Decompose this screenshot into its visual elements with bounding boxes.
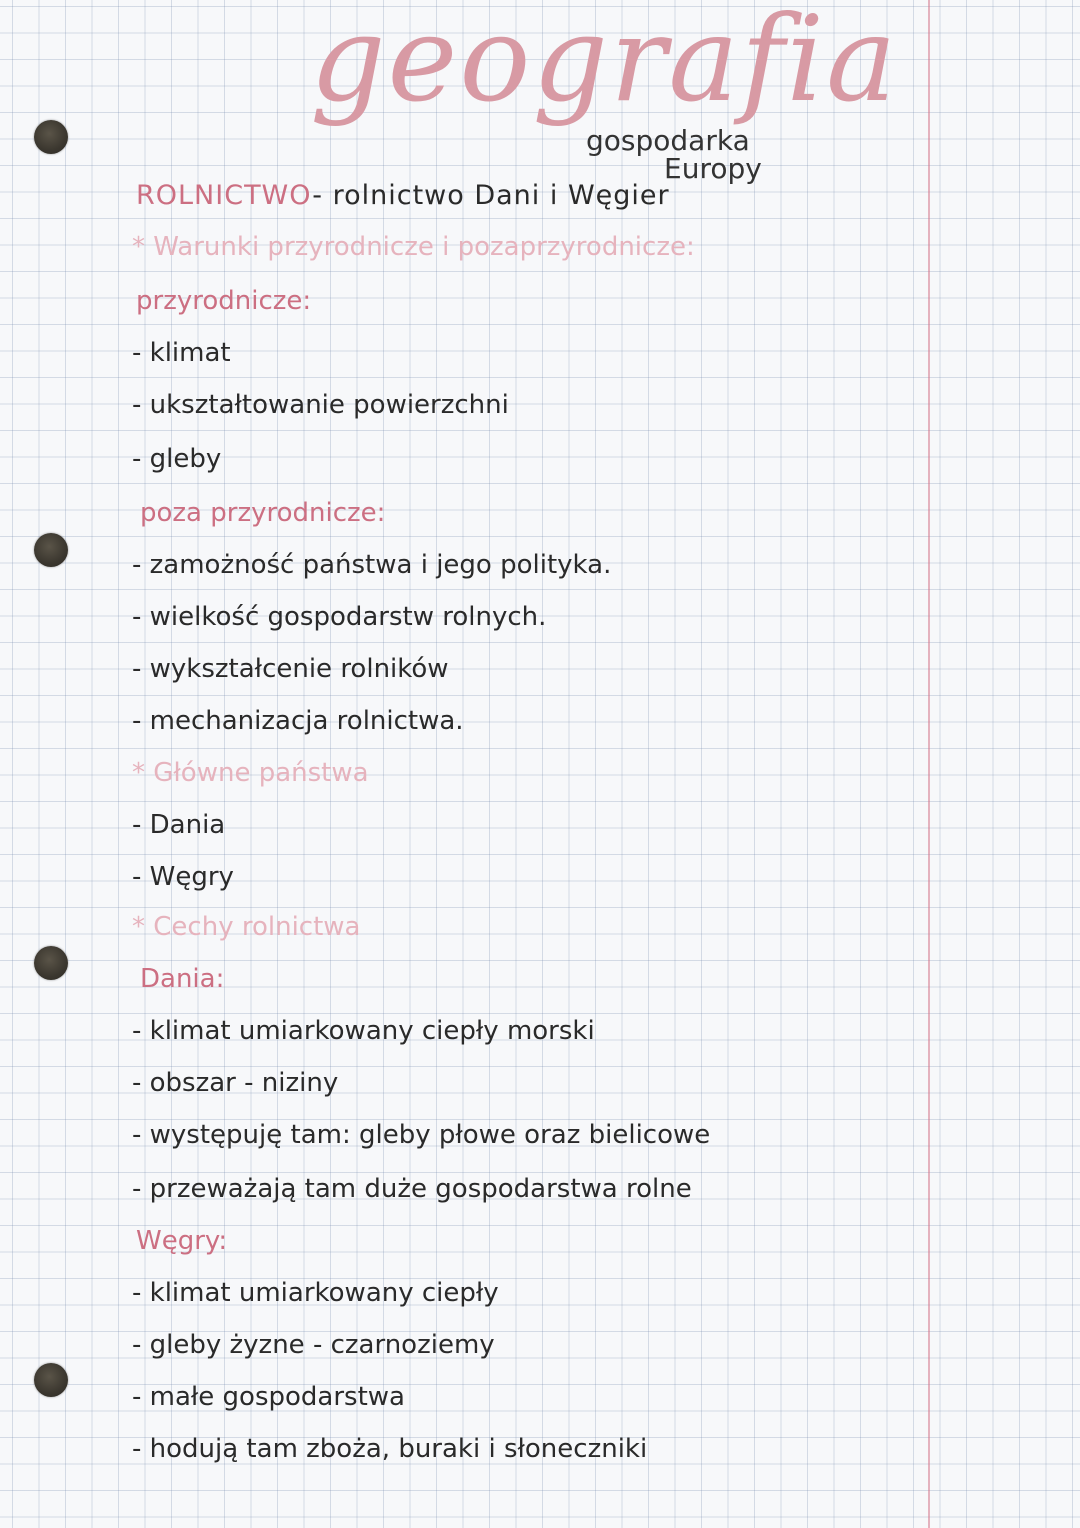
page-title: geografia	[310, 0, 899, 128]
note-line: - ukształtowanie powierzchni	[132, 390, 509, 420]
margin-line	[928, 0, 930, 1528]
heading-label: ROLNICTWO	[136, 180, 313, 211]
section-heading	[136, 180, 670, 212]
note-line-nonnatural-heading: poza przyrodnicze:	[140, 498, 386, 528]
note-line-dania-heading: Dania:	[140, 964, 225, 994]
punch-hole	[34, 1363, 68, 1397]
note-line: - gleby żyzne - czarnoziemy	[132, 1330, 495, 1360]
note-line: - przeważają tam duże gospodarstwa rolne	[132, 1174, 692, 1204]
note-line: - hodują tam zboża, buraki i słoneczniki	[132, 1434, 648, 1464]
note-line: - Węgry	[132, 862, 234, 892]
note-line-main-countries: * Główne państwa	[132, 758, 369, 788]
note-line: - klimat umiarkowany ciepły morski	[132, 1016, 595, 1046]
note-line: - Dania	[132, 810, 226, 840]
note-line-conditions: * Warunki przyrodnicze i pozaprzyrodnicze:	[132, 232, 695, 262]
heading-text: - rolnictwo Dani i Węgier	[312, 180, 670, 211]
punch-hole	[34, 946, 68, 980]
note-line: - małe gospodarstwa	[132, 1382, 405, 1412]
note-line: - gleby	[132, 444, 222, 474]
note-line-features: * Cechy rolnictwa	[132, 912, 361, 942]
note-line-natural-heading: przyrodnicze:	[136, 286, 312, 316]
note-line: - zamożność państwa i jego polityka.	[132, 550, 612, 580]
note-line: - występuję tam: gleby płowe oraz bielicowe	[132, 1120, 711, 1150]
note-line: - obszar - niziny	[132, 1068, 339, 1098]
note-line: - klimat	[132, 338, 231, 368]
punch-hole	[34, 533, 68, 567]
note-line: - mechanizacja rolnictwa.	[132, 706, 464, 736]
note-line-wegry-heading: Węgry:	[136, 1226, 228, 1256]
subtitle-line-1: gospodarka	[586, 124, 750, 157]
punch-hole	[34, 120, 68, 154]
note-line: - wielkość gospodarstw rolnych.	[132, 602, 547, 632]
note-line: - wykształcenie rolników	[132, 654, 449, 684]
subtitle-line-2: Europy	[664, 152, 762, 185]
note-line: - klimat umiarkowany ciepły	[132, 1278, 499, 1308]
